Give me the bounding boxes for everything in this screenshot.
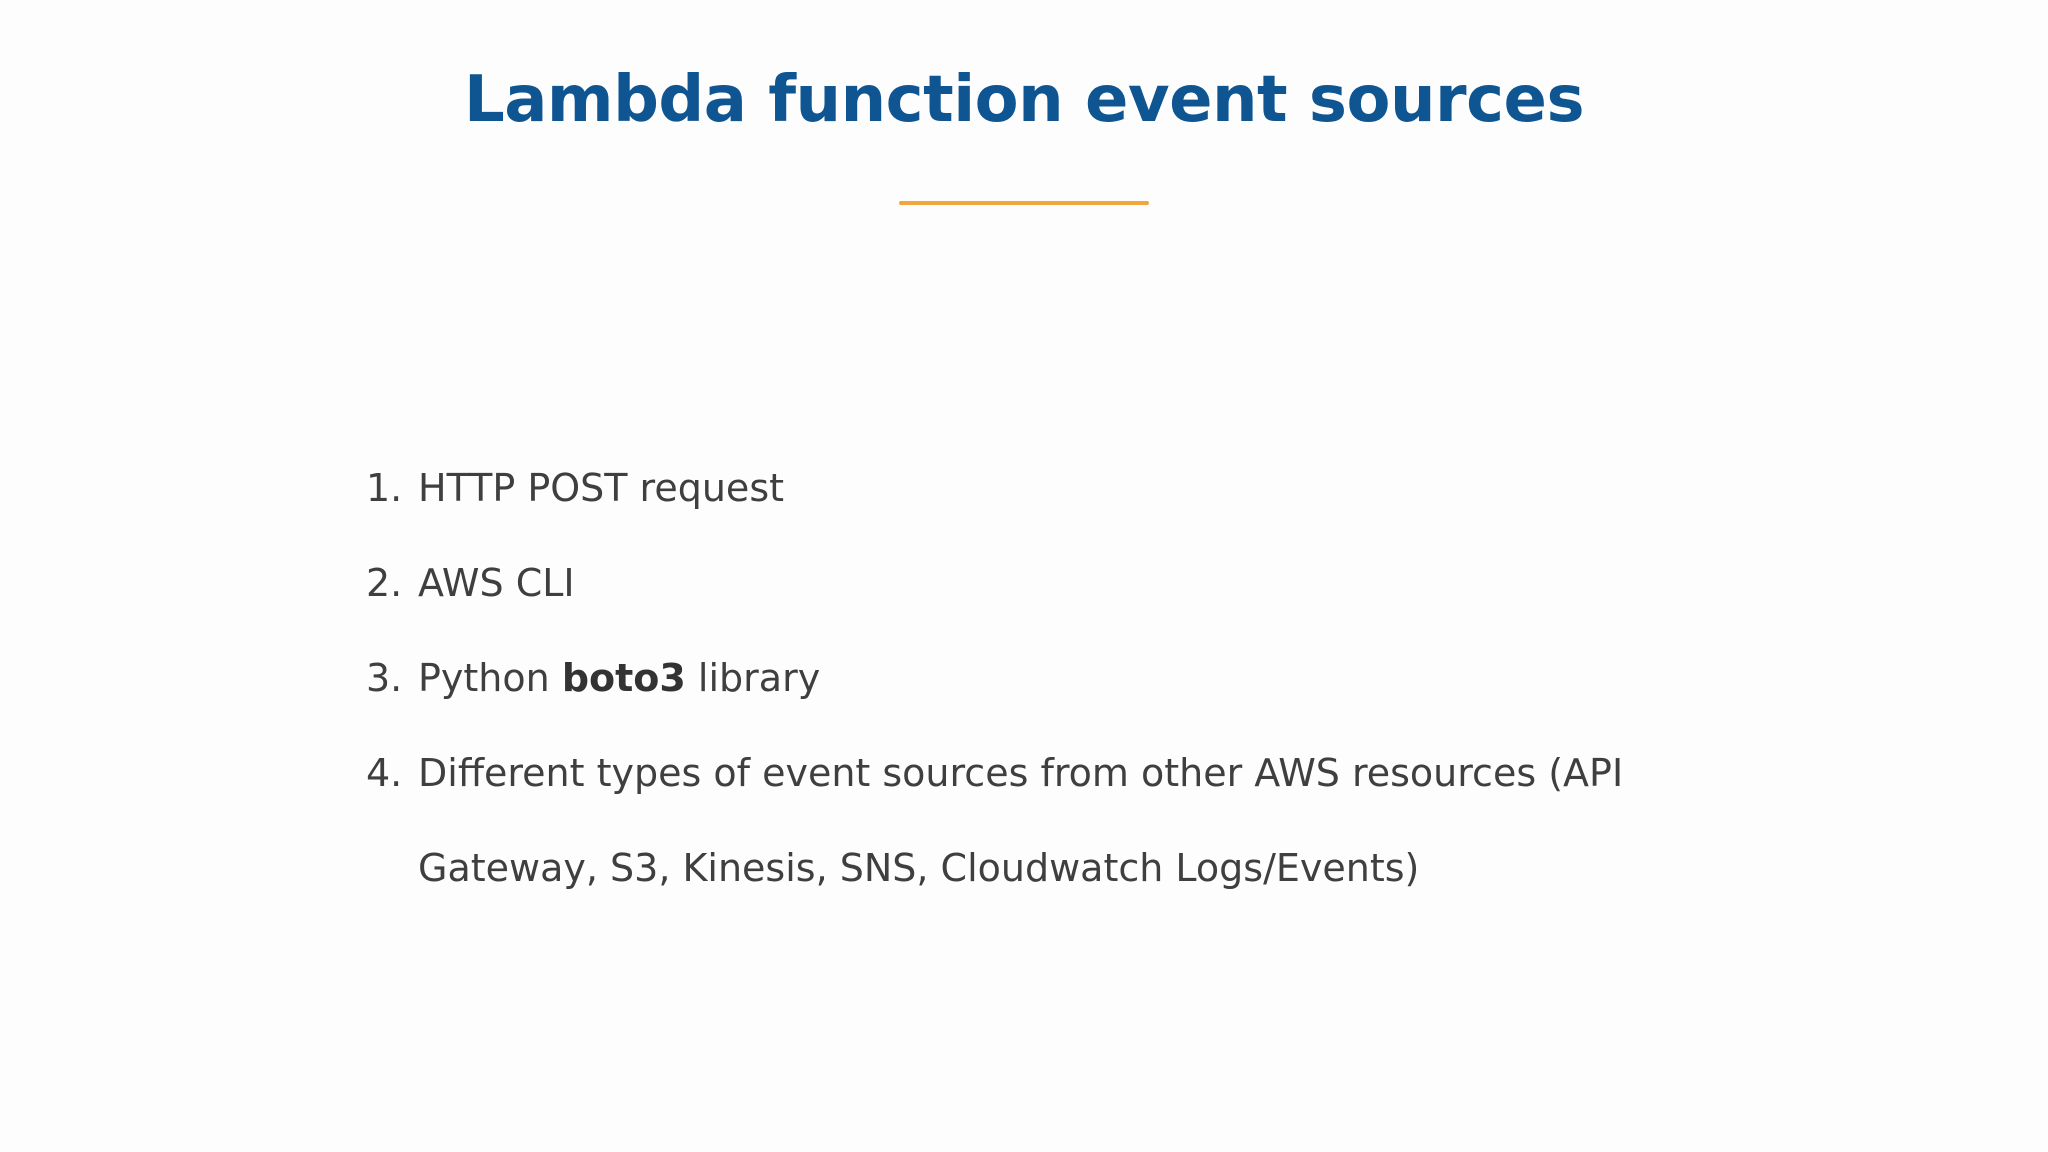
- list-item-text: AWS CLI: [418, 561, 575, 605]
- list-item-text: HTTP POST request: [418, 466, 785, 510]
- list-item-text-line2: Gateway, S3, Kinesis, SNS, Cloudwatch Logs/Events): [418, 846, 1420, 890]
- list-item-text-after: library: [685, 656, 821, 700]
- list-item: [366, 631, 1686, 726]
- list-item-continuation: [366, 821, 1686, 916]
- event-sources-list: [366, 441, 1686, 916]
- title-underline: [899, 201, 1149, 205]
- list-item-number: 4.: [366, 751, 403, 795]
- list-item-text-line1: Different types of event sources from other AWS resources (API: [418, 751, 1624, 795]
- list-item-text-before: Python: [418, 656, 562, 700]
- list-item: [366, 536, 1686, 631]
- list-item: [366, 726, 1686, 821]
- list-item: [366, 441, 1686, 536]
- list-item-number: 1.: [366, 466, 403, 510]
- list-item-number: 2.: [366, 561, 403, 605]
- list-item-text: [418, 656, 820, 700]
- boto3-bold-text: boto3: [561, 656, 686, 700]
- list-item-number: 3.: [366, 656, 403, 700]
- slide-title: Lambda function event sources: [463, 63, 1585, 137]
